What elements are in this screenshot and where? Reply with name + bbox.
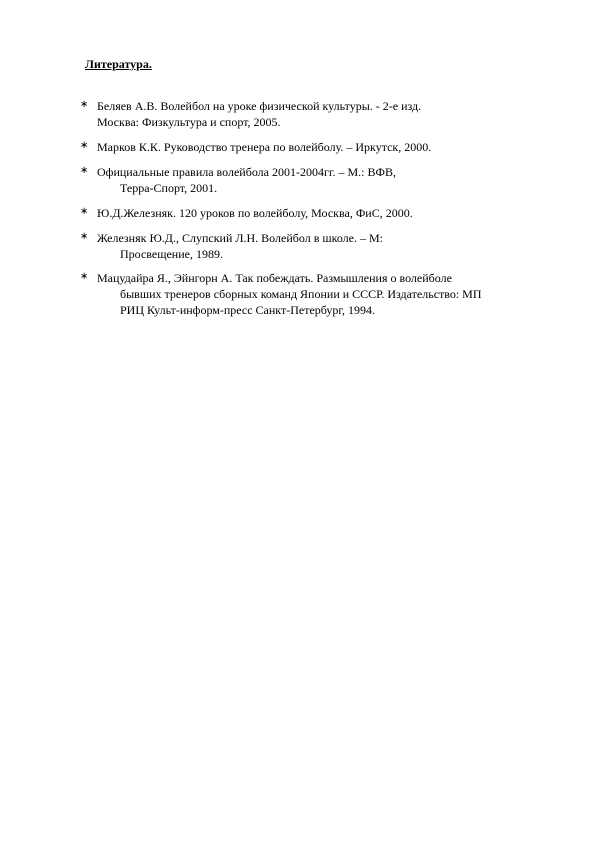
reference-line: Официальные правила волейбола 2001-2004гг. – М.: ВФВ, xyxy=(97,165,396,179)
reference-item-3 xyxy=(80,164,396,196)
bullet-icon: ∗ xyxy=(80,231,89,242)
reference-line: Мацудайра Я., Эйнгорн А. Так побеждать. Размышления о волейболе xyxy=(97,271,452,285)
reference-item-6 xyxy=(80,270,482,318)
reference-item-1 xyxy=(80,98,421,130)
reference-item-5 xyxy=(80,230,383,262)
reference-line: Терра-Спорт, 2001. xyxy=(120,181,218,195)
bullet-icon: ∗ xyxy=(80,271,89,282)
bullet-icon: ∗ xyxy=(80,99,89,110)
reference-line: Марков К.К. Руководство тренера по волейболу. – Иркутск, 2000. xyxy=(97,140,432,154)
reference-item-2 xyxy=(80,139,431,155)
bullet-icon: ∗ xyxy=(80,140,89,151)
reference-item-4 xyxy=(80,205,413,221)
bullet-icon: ∗ xyxy=(80,165,89,176)
reference-line: Просвещение, 1989. xyxy=(120,247,223,261)
reference-line: Беляев А.В. Волейбол на уроке физической культуры. - 2-е изд. xyxy=(97,99,422,113)
reference-line: Москва: Физкультура и спорт, 2005. xyxy=(97,115,281,129)
reference-line: бывших тренеров сборных команд Японии и СССР. Издательство: МП xyxy=(120,287,482,301)
page-heading: Литература. xyxy=(85,57,152,71)
reference-line: Ю.Д.Железняк. 120 уроков по волейболу, Москва, ФиС, 2000. xyxy=(97,206,413,220)
bullet-icon: ∗ xyxy=(80,206,89,217)
reference-line: Железняк Ю.Д., Слупский Л.Н. Волейбол в школе. – М: xyxy=(97,231,383,245)
reference-line: РИЦ Культ-информ-пресс Санкт-Петербург, 1994. xyxy=(120,303,375,317)
